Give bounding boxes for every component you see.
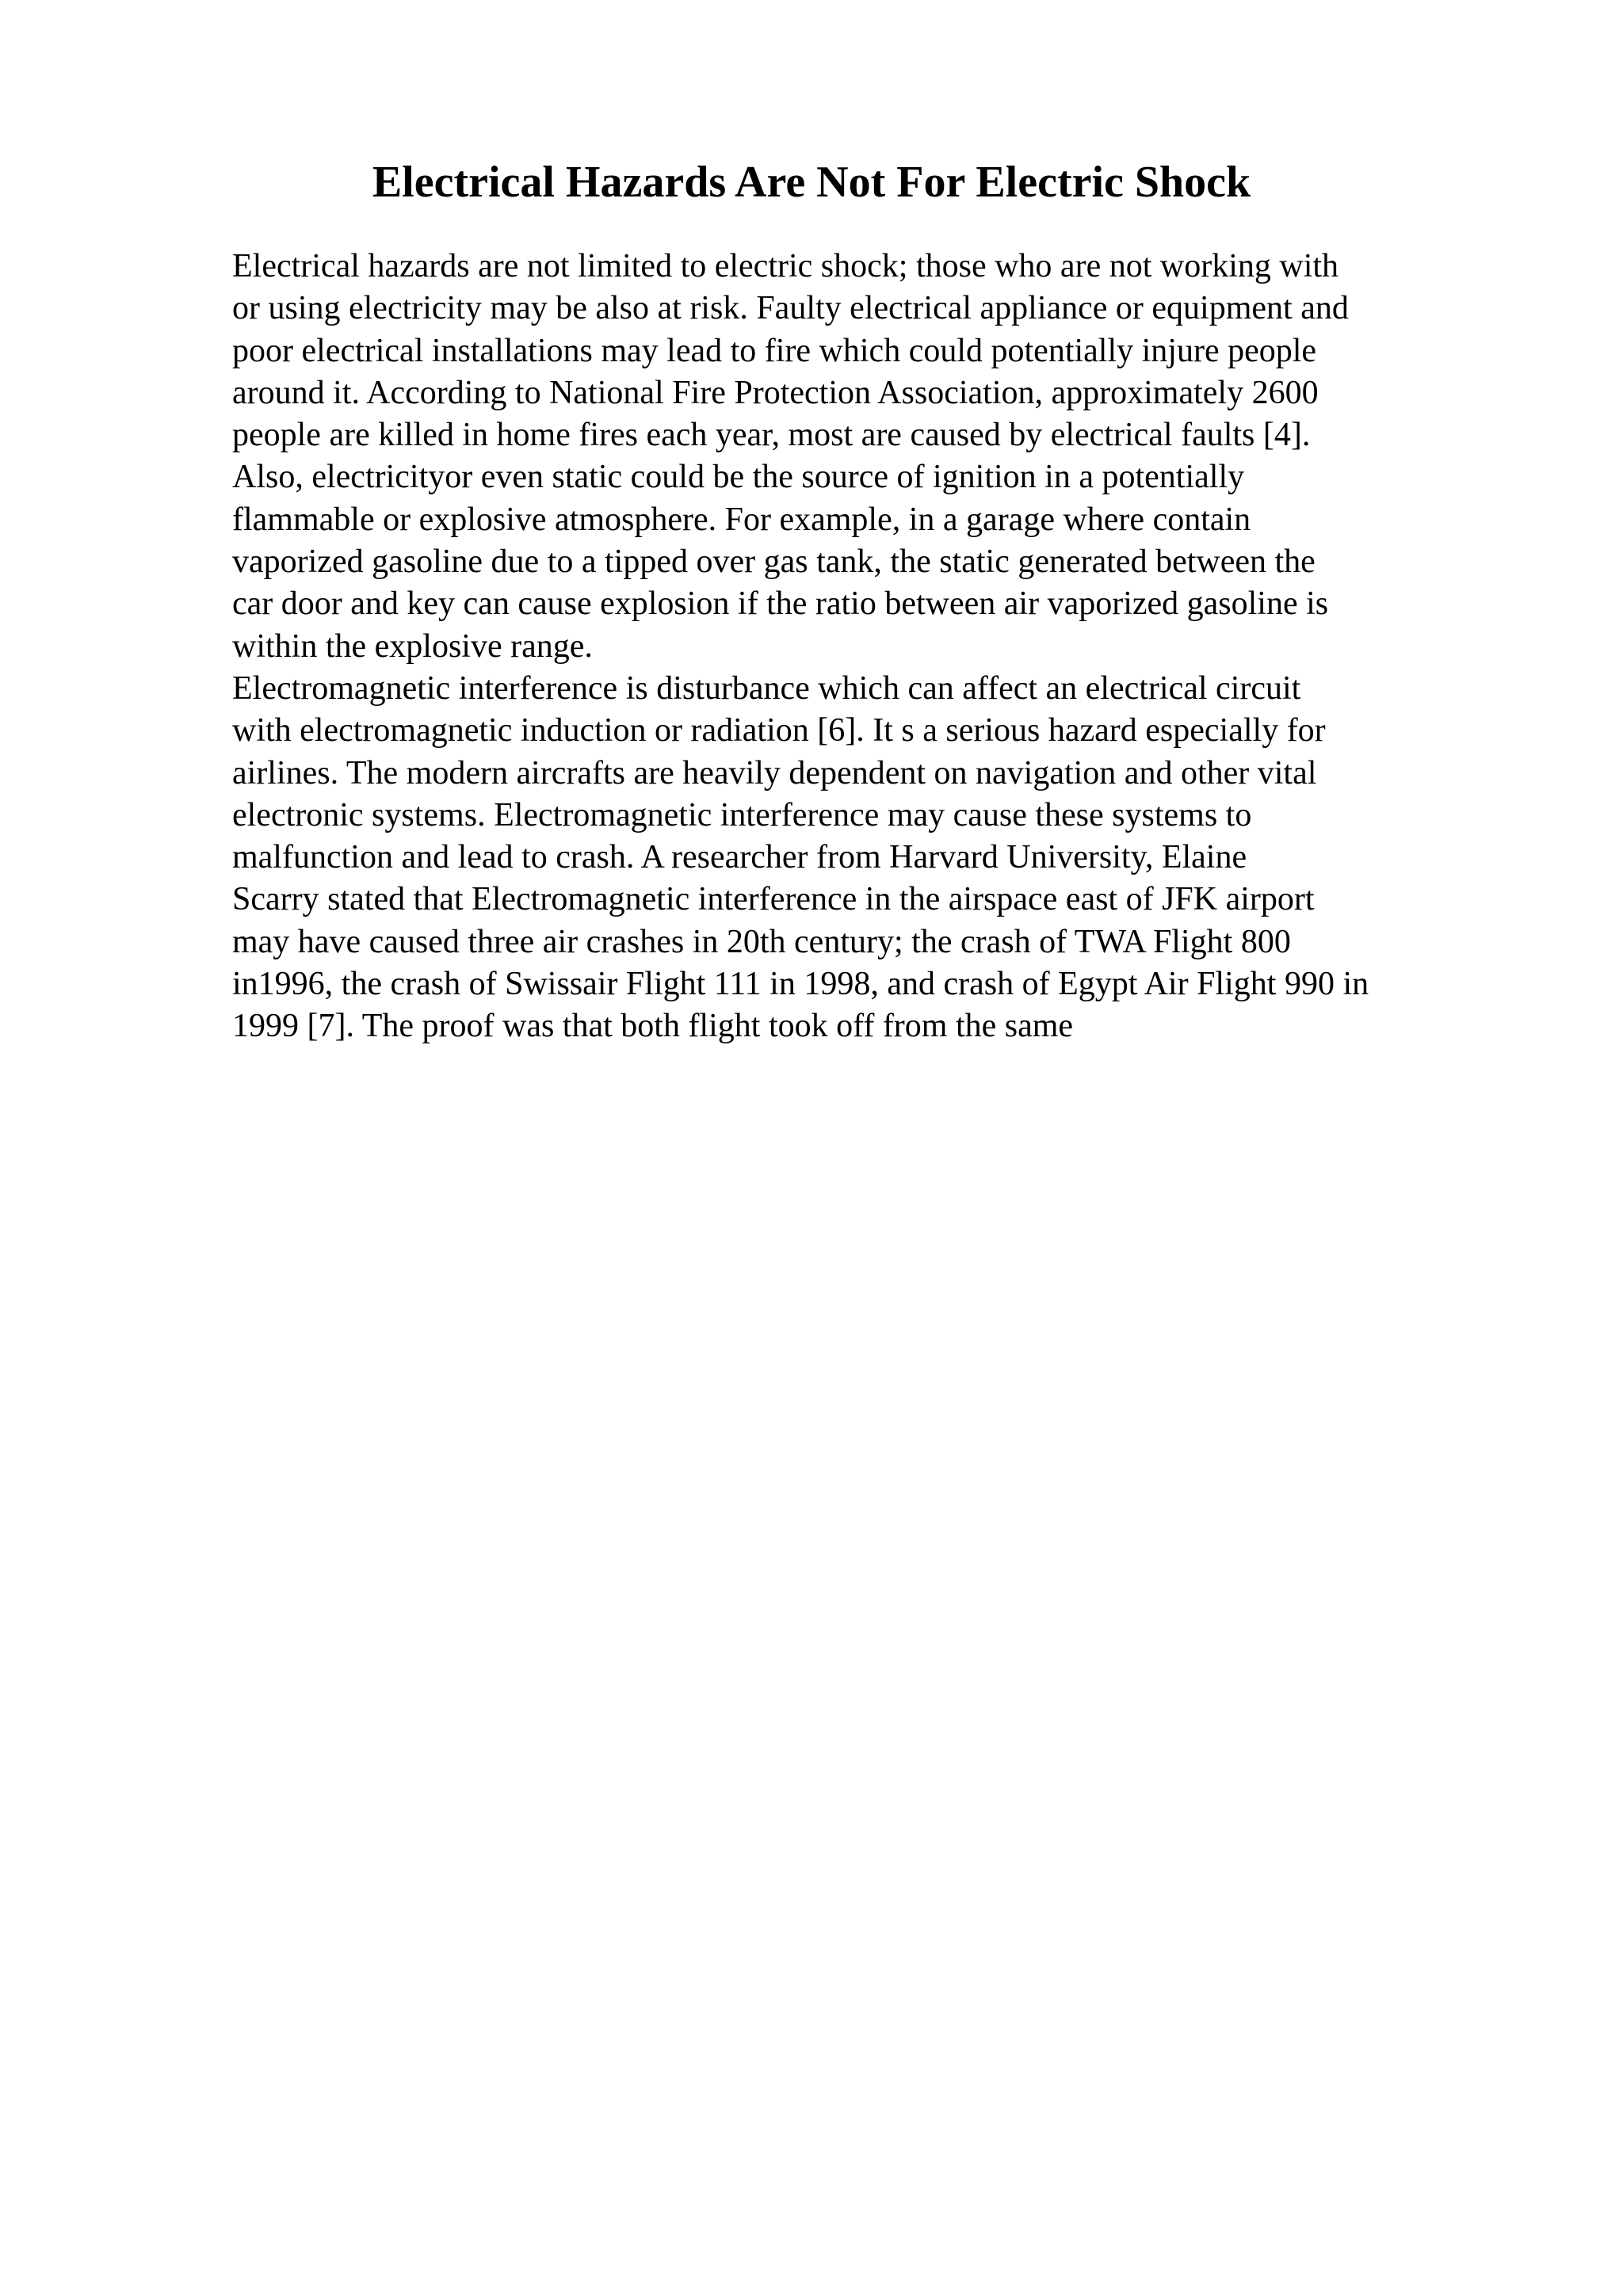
document-title: Electrical Hazards Are Not For Electric Shock (372, 158, 1251, 207)
body-line: around it. According to National Fire Protection Association, approximately 2600 (232, 374, 1319, 411)
body-line: electronic systems. Electromagnetic interference may cause these systems to (232, 796, 1252, 833)
body-line: flammable or explosive atmosphere. For example, in a garage where contain (232, 501, 1251, 538)
body-line: malfunction and lead to crash. A researcher from Harvard University, Elaine (232, 839, 1247, 876)
body-line: Also, electricityor even static could be the source of ignition in a potentially (232, 459, 1245, 496)
body-line: or using electricity may be also at risk. Faulty electrical appliance or equipment and (232, 290, 1349, 327)
body-line: within the explosive range. (232, 627, 593, 665)
body-line: may have caused three air crashes in 20th century; the crash of TWA Flight 800 (232, 923, 1291, 960)
body-line: Electromagnetic interference is disturbance which can affect an electrical circuit (232, 669, 1301, 707)
body-line: vaporized gasoline due to a tipped over gas tank, the static generated between the (232, 543, 1316, 581)
body-line: people are killed in home fires each year, most are caused by electrical faults [4]. (232, 417, 1311, 454)
body-line: poor electrical installations may lead to fire which could potentially injure people (232, 332, 1317, 369)
body-line: car door and key can cause explosion if the ratio between air vaporized gasoline is (232, 585, 1329, 623)
body-line: Scarry stated that Electromagnetic interference in the airspace east of JFK airport (232, 881, 1315, 918)
body-line: airlines. The modern aircrafts are heavily dependent on navigation and other vital (232, 754, 1317, 791)
body-line: Electrical hazards are not limited to electric shock; those who are not working with (232, 248, 1339, 284)
body-line: with electromagnetic induction or radiation [6]. It s a serious hazard especially for (232, 712, 1326, 749)
body-line: 1999 [7]. The proof was that both flight took off from the same (232, 1008, 1074, 1045)
body-line: in1996, the crash of Swissair Flight 111 in 1998, and crash of Egypt Air Flight 990 in (232, 966, 1369, 1003)
document-body (232, 246, 1595, 1048)
